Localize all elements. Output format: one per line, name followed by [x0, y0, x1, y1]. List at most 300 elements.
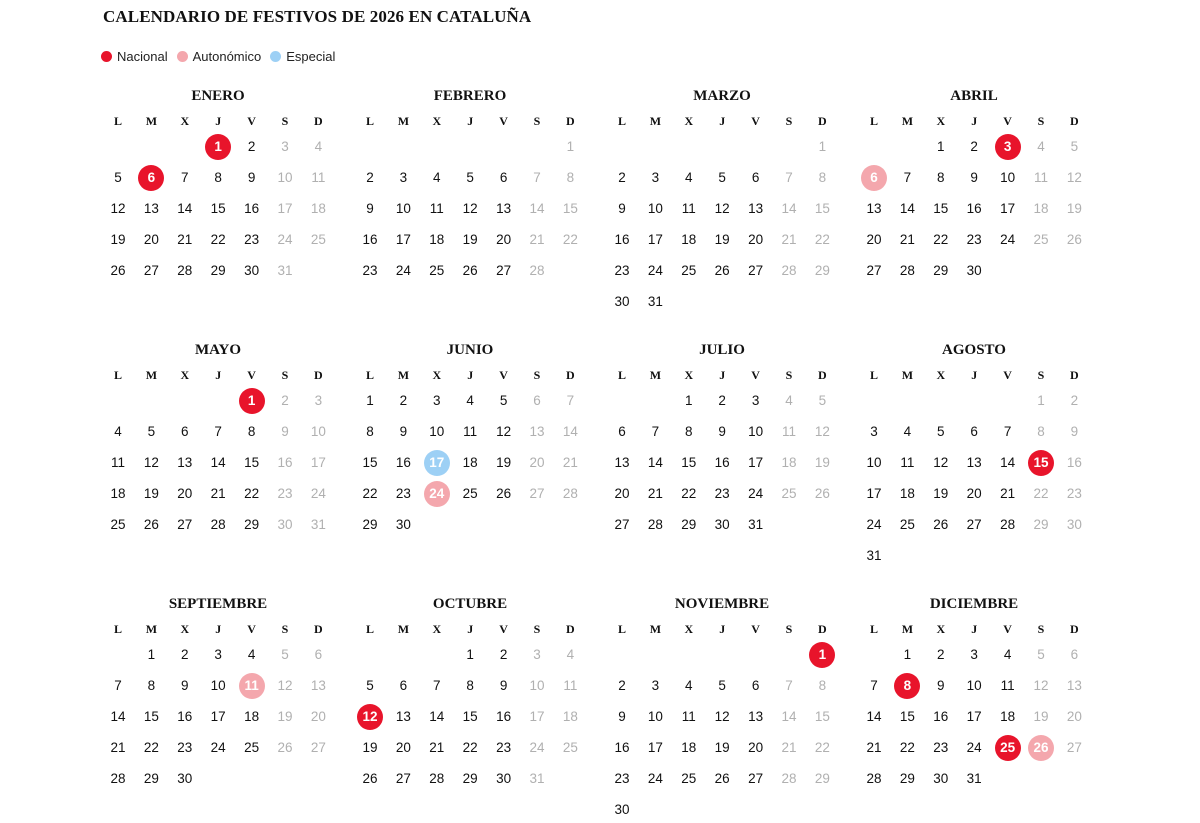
day-cell: 28 — [529, 263, 545, 278]
weekday-header: X — [936, 114, 946, 128]
weekday-header: V — [499, 622, 508, 636]
weekday-header: S — [1037, 368, 1045, 382]
day-cell: 19 — [110, 232, 126, 247]
day-cell: 20 — [614, 486, 630, 501]
day-cell: 7 — [214, 424, 222, 439]
day-cell: 26 — [277, 740, 293, 755]
day-cell: 29 — [814, 771, 830, 786]
day-cell: 16 — [277, 455, 293, 470]
weekday-header: M — [901, 368, 914, 382]
day-cell: 23 — [177, 740, 193, 755]
day-cell: 28 — [562, 486, 578, 501]
day-cell: 23 — [614, 771, 630, 786]
weekday-header: V — [1003, 368, 1012, 382]
day-cell: 13 — [748, 201, 764, 216]
day-cell: 21 — [429, 740, 445, 755]
day-cell: 20 — [529, 455, 545, 470]
weekday-header: L — [869, 114, 878, 128]
day-cell: 4 — [247, 647, 256, 662]
day-cell: 17 — [1000, 201, 1016, 216]
day-cell: 21 — [647, 486, 663, 501]
day-cell: 23 — [362, 263, 378, 278]
day-cell: 18 — [1000, 709, 1016, 724]
weekday-header: J — [215, 114, 222, 128]
day-cell: 23 — [395, 486, 411, 501]
day-cell: 28 — [1000, 517, 1016, 532]
day-cell: 4 — [1003, 647, 1012, 662]
day-cell: 3 — [651, 678, 660, 693]
weekday-header: X — [180, 622, 190, 636]
day-cell: 9 — [718, 424, 726, 439]
weekday-header: V — [499, 368, 508, 382]
day-cell: 4 — [1037, 139, 1045, 154]
holiday-day-autonomico: 24 — [424, 481, 450, 507]
day-cell: 5 — [281, 647, 289, 662]
holiday-day-nacional: 3 — [995, 134, 1021, 160]
day-cell: 23 — [496, 740, 512, 755]
day-cell: 6 — [1070, 647, 1079, 662]
day-cell: 1 — [566, 139, 575, 154]
day-cell: 9 — [1070, 424, 1079, 439]
day-cell: 3 — [651, 170, 660, 185]
weekday-header: S — [785, 114, 793, 128]
day-cell: 18 — [462, 455, 478, 470]
day-cell: 25 — [562, 740, 578, 755]
day-cell: 1 — [1037, 393, 1045, 408]
day-cell: 11 — [429, 201, 444, 216]
day-cell: 15 — [462, 709, 478, 724]
legend-label-autonomico: Autonómico — [192, 49, 262, 64]
day-cell: 25 — [462, 486, 478, 501]
day-cell: 10 — [647, 709, 663, 724]
day-cell: 21 — [1000, 486, 1016, 501]
day-cell: 22 — [681, 486, 697, 501]
weekday-header: M — [901, 114, 914, 128]
legend — [101, 49, 344, 64]
day-cell: 12 — [714, 709, 730, 724]
day-cell: 26 — [814, 486, 830, 501]
day-cell: 14 — [429, 709, 445, 724]
day-cell: 23 — [1066, 486, 1082, 501]
day-cell: 28 — [429, 771, 445, 786]
day-cell: 10 — [310, 424, 326, 439]
day-cell: 12 — [933, 455, 949, 470]
day-cell: 27 — [748, 771, 764, 786]
day-cell: 13 — [143, 201, 159, 216]
day-cell: 29 — [933, 263, 949, 278]
day-cell: 10 — [647, 201, 663, 216]
day-cell: 21 — [177, 232, 193, 247]
day-cell: 30 — [277, 517, 293, 532]
day-cell: 22 — [244, 486, 260, 501]
day-cell: 13 — [177, 455, 193, 470]
month-name: OCTUBRE — [432, 596, 508, 612]
day-cell: 18 — [681, 232, 697, 247]
day-cell: 8 — [466, 678, 474, 693]
day-cell: 4 — [466, 393, 474, 408]
day-cell: 2 — [970, 139, 978, 154]
day-cell: 6 — [751, 678, 760, 693]
day-cell: 3 — [870, 424, 878, 439]
weekday-header: S — [281, 368, 289, 382]
day-cell: 18 — [899, 486, 915, 501]
day-cell: 15 — [814, 201, 830, 216]
day-cell: 27 — [143, 263, 159, 278]
day-cell: 23 — [933, 740, 949, 755]
day-cell: 12 — [496, 424, 512, 439]
day-cell: 28 — [177, 263, 193, 278]
day-cell: 30 — [966, 263, 982, 278]
day-cell: 24 — [866, 517, 882, 532]
day-cell: 5 — [818, 393, 827, 408]
day-cell: 1 — [366, 393, 374, 408]
day-cell: 15 — [681, 455, 697, 470]
day-cell: 15 — [362, 455, 378, 470]
holiday-day-autonomico: 26 — [1028, 735, 1054, 761]
day-cell: 16 — [966, 201, 982, 216]
day-cell: 28 — [899, 263, 915, 278]
day-cell: 2 — [366, 170, 374, 185]
day-cell: 27 — [748, 263, 764, 278]
holiday-day-nacional: 1 — [239, 388, 265, 414]
day-cell: 16 — [496, 709, 512, 724]
weekday-header: D — [314, 368, 323, 382]
day-cell: 19 — [277, 709, 293, 724]
weekday-header: V — [1003, 622, 1012, 636]
weekday-header: L — [365, 622, 374, 636]
day-cell: 27 — [866, 263, 882, 278]
day-cell: 24 — [277, 232, 293, 247]
day-cell: 27 — [966, 517, 982, 532]
weekday-header: V — [247, 622, 256, 636]
day-cell: 13 — [866, 201, 882, 216]
day-cell: 29 — [899, 771, 915, 786]
day-cell: 16 — [244, 201, 260, 216]
day-cell: 12 — [110, 201, 126, 216]
day-cell: 8 — [818, 678, 827, 693]
day-cell: 21 — [562, 455, 578, 470]
day-cell: 11 — [781, 424, 796, 439]
day-cell: 1 — [466, 647, 474, 662]
day-cell: 5 — [466, 170, 474, 185]
weekday-header: M — [145, 114, 158, 128]
day-cell: 5 — [114, 170, 122, 185]
day-cell: 2 — [1070, 393, 1079, 408]
day-cell: 1 — [903, 647, 912, 662]
day-cell: 30 — [244, 263, 260, 278]
day-cell: 14 — [529, 201, 545, 216]
weekday-header: V — [751, 368, 760, 382]
autonomico-dot-icon — [177, 51, 188, 62]
day-cell: 8 — [147, 678, 156, 693]
day-cell: 24 — [1000, 232, 1016, 247]
weekday-header: X — [432, 368, 442, 382]
day-cell: 17 — [966, 709, 982, 724]
day-cell: 20 — [496, 232, 512, 247]
day-cell: 31 — [748, 517, 764, 532]
day-cell: 16 — [614, 232, 630, 247]
day-cell: 15 — [933, 201, 949, 216]
day-cell: 21 — [866, 740, 882, 755]
day-cell: 27 — [529, 486, 545, 501]
day-cell: 4 — [433, 170, 441, 185]
day-cell: 19 — [933, 486, 949, 501]
especial-dot-icon — [270, 51, 281, 62]
day-cell: 7 — [566, 393, 575, 408]
weekday-header: J — [215, 622, 222, 636]
day-cell: 27 — [177, 517, 193, 532]
day-cell: 17 — [395, 232, 411, 247]
day-cell: 13 — [395, 709, 411, 724]
day-cell: 26 — [1066, 232, 1082, 247]
day-cell: 4 — [314, 139, 323, 154]
day-cell: 30 — [933, 771, 949, 786]
day-cell: 7 — [785, 678, 793, 693]
day-cell: 24 — [748, 486, 764, 501]
weekday-header: D — [818, 622, 827, 636]
day-cell: 16 — [395, 455, 411, 470]
holiday-day-nacional: 6 — [138, 165, 164, 191]
weekday-header: D — [818, 368, 827, 382]
day-cell: 11 — [1033, 170, 1048, 185]
day-cell: 31 — [647, 294, 663, 309]
weekday-header: S — [1037, 114, 1045, 128]
day-cell: 26 — [714, 263, 730, 278]
day-cell: 20 — [143, 232, 159, 247]
day-cell: 29 — [814, 263, 830, 278]
weekday-header: V — [499, 114, 508, 128]
day-cell: 9 — [281, 424, 289, 439]
day-cell: 15 — [899, 709, 915, 724]
day-cell: 16 — [362, 232, 378, 247]
day-cell: 26 — [462, 263, 478, 278]
weekday-header: L — [617, 368, 626, 382]
month-name: ENERO — [191, 88, 245, 104]
day-cell: 9 — [247, 170, 256, 185]
weekday-header: X — [936, 368, 946, 382]
day-cell: 17 — [277, 201, 293, 216]
day-cell: 13 — [310, 678, 326, 693]
day-cell: 5 — [499, 393, 508, 408]
legend-item-nacional — [101, 49, 168, 64]
day-cell: 14 — [177, 201, 193, 216]
day-cell: 14 — [899, 201, 915, 216]
day-cell: 21 — [210, 486, 226, 501]
day-cell: 12 — [462, 201, 478, 216]
day-cell: 19 — [1033, 709, 1049, 724]
day-cell: 16 — [177, 709, 193, 724]
day-cell: 21 — [529, 232, 545, 247]
weekday-header: L — [113, 368, 122, 382]
day-cell: 3 — [751, 393, 760, 408]
day-cell: 25 — [681, 263, 697, 278]
day-cell: 21 — [110, 740, 126, 755]
weekday-header: S — [785, 622, 793, 636]
day-cell: 9 — [937, 678, 945, 693]
day-cell: 7 — [433, 678, 441, 693]
weekday-header: J — [971, 622, 978, 636]
day-cell: 13 — [748, 709, 764, 724]
day-cell: 3 — [533, 647, 541, 662]
day-cell: 25 — [781, 486, 797, 501]
day-cell: 29 — [1033, 517, 1049, 532]
day-cell: 6 — [499, 170, 508, 185]
day-cell: 22 — [462, 740, 478, 755]
month-name: AGOSTO — [942, 342, 1006, 358]
day-cell: 24 — [647, 771, 663, 786]
day-cell: 2 — [499, 647, 508, 662]
day-cell: 12 — [143, 455, 159, 470]
day-cell: 18 — [310, 201, 326, 216]
day-cell: 22 — [143, 740, 159, 755]
day-cell: 26 — [933, 517, 949, 532]
day-cell: 13 — [614, 455, 630, 470]
day-cell: 1 — [937, 139, 945, 154]
day-cell: 31 — [866, 548, 882, 563]
day-cell: 22 — [814, 232, 830, 247]
day-cell: 20 — [177, 486, 193, 501]
day-cell: 30 — [1066, 517, 1082, 532]
day-cell: 29 — [462, 771, 478, 786]
day-cell: 3 — [399, 170, 408, 185]
weekday-header: V — [247, 368, 256, 382]
holiday-day-nacional: 15 — [1028, 450, 1054, 476]
month-name: SEPTIEMBRE — [168, 596, 268, 612]
day-cell: 7 — [870, 678, 878, 693]
day-cell: 7 — [1003, 424, 1012, 439]
day-cell: 30 — [614, 802, 630, 817]
day-cell: 17 — [310, 455, 326, 470]
legend-label-nacional: Nacional — [117, 49, 168, 64]
day-cell: 2 — [618, 170, 626, 185]
day-cell: 3 — [214, 647, 222, 662]
day-cell: 2 — [937, 647, 945, 662]
day-cell: 8 — [214, 170, 222, 185]
weekday-header: M — [397, 368, 410, 382]
day-cell: 25 — [310, 232, 326, 247]
day-cell: 13 — [966, 455, 982, 470]
day-cell: 23 — [714, 486, 730, 501]
holiday-day-nacional: 25 — [995, 735, 1021, 761]
day-cell: 7 — [785, 170, 793, 185]
day-cell: 9 — [399, 424, 408, 439]
day-cell: 8 — [366, 424, 374, 439]
day-cell: 8 — [818, 170, 827, 185]
weekday-header: V — [247, 114, 256, 128]
day-cell: 19 — [1066, 201, 1082, 216]
day-cell: 3 — [314, 393, 323, 408]
day-cell: 18 — [110, 486, 126, 501]
day-cell: 4 — [903, 424, 912, 439]
day-cell: 19 — [714, 740, 730, 755]
holiday-day-especial: 17 — [424, 450, 450, 476]
day-cell: 11 — [681, 201, 696, 216]
legend-item-autonomico — [177, 49, 262, 64]
weekday-header: X — [180, 368, 190, 382]
day-cell: 25 — [899, 517, 915, 532]
weekday-header: J — [467, 368, 474, 382]
weekday-header: X — [684, 114, 694, 128]
day-cell: 5 — [366, 678, 374, 693]
day-cell: 21 — [781, 740, 797, 755]
day-cell: 5 — [718, 170, 726, 185]
day-cell: 30 — [395, 517, 411, 532]
day-cell: 22 — [562, 232, 578, 247]
day-cell: 31 — [966, 771, 982, 786]
weekday-header: D — [314, 622, 323, 636]
weekday-header: L — [617, 622, 626, 636]
month-name: NOVIEMBRE — [674, 596, 770, 612]
day-cell: 23 — [966, 232, 982, 247]
day-cell: 9 — [970, 170, 978, 185]
month-name: MARZO — [693, 88, 751, 104]
day-cell: 3 — [970, 647, 978, 662]
weekday-header: M — [901, 622, 914, 636]
day-cell: 8 — [685, 424, 693, 439]
weekday-header: S — [281, 114, 289, 128]
day-cell: 24 — [395, 263, 411, 278]
day-cell: 6 — [181, 424, 189, 439]
weekday-header: S — [533, 114, 541, 128]
month-name: FEBRERO — [433, 88, 507, 104]
day-cell: 2 — [247, 139, 256, 154]
day-cell: 14 — [562, 424, 578, 439]
day-cell: 14 — [210, 455, 226, 470]
weekday-header: S — [785, 368, 793, 382]
day-cell: 12 — [814, 424, 830, 439]
day-cell: 7 — [533, 170, 541, 185]
day-cell: 8 — [1037, 424, 1045, 439]
day-cell: 30 — [177, 771, 193, 786]
day-cell: 6 — [533, 393, 541, 408]
day-cell: 17 — [866, 486, 882, 501]
day-cell: 17 — [529, 709, 545, 724]
day-cell: 10 — [748, 424, 764, 439]
day-cell: 12 — [277, 678, 293, 693]
day-cell: 22 — [210, 232, 226, 247]
weekday-header: M — [397, 622, 410, 636]
day-cell: 18 — [429, 232, 445, 247]
day-cell: 1 — [818, 139, 827, 154]
day-cell: 23 — [614, 263, 630, 278]
day-cell: 29 — [362, 517, 378, 532]
day-cell: 21 — [899, 232, 915, 247]
weekday-header: V — [1003, 114, 1012, 128]
weekday-header: V — [751, 114, 760, 128]
day-cell: 20 — [748, 232, 764, 247]
day-cell: 20 — [395, 740, 411, 755]
day-cell: 6 — [751, 170, 760, 185]
day-cell: 22 — [814, 740, 830, 755]
month-name: MAYO — [194, 342, 242, 358]
day-cell: 22 — [362, 486, 378, 501]
day-cell: 10 — [529, 678, 545, 693]
day-cell: 16 — [1066, 455, 1082, 470]
day-cell: 15 — [143, 709, 159, 724]
day-cell: 6 — [970, 424, 978, 439]
day-cell: 27 — [1066, 740, 1082, 755]
day-cell: 5 — [718, 678, 726, 693]
day-cell: 21 — [781, 232, 797, 247]
day-cell: 18 — [681, 740, 697, 755]
day-cell: 29 — [143, 771, 159, 786]
day-cell: 29 — [244, 517, 260, 532]
day-cell: 2 — [618, 678, 626, 693]
weekday-header: S — [533, 622, 541, 636]
day-cell: 26 — [496, 486, 512, 501]
weekday-header: M — [649, 368, 662, 382]
day-cell: 6 — [314, 647, 323, 662]
